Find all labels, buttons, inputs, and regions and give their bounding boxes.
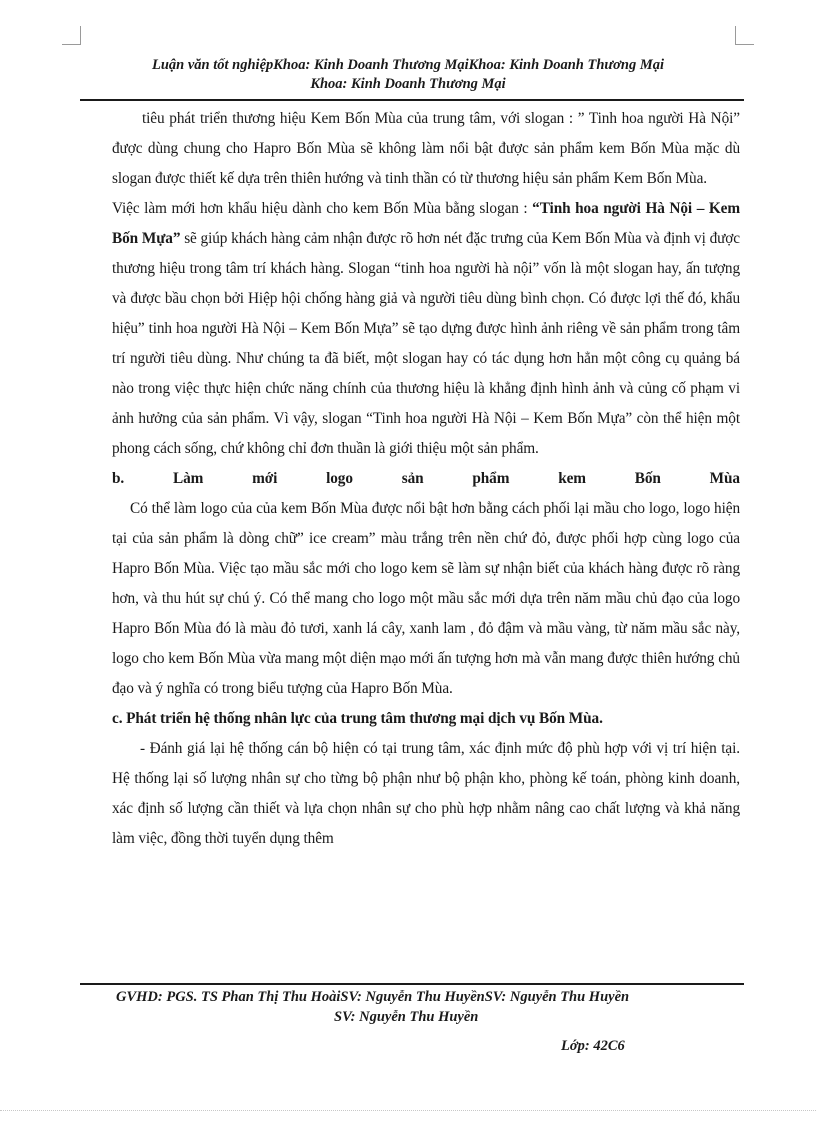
heading-b [112, 464, 740, 494]
footer-line-2: SV: Nguyễn Thu Huyền [334, 1009, 479, 1025]
heading-b-word: sản [401, 470, 424, 487]
heading-b-word: b. [112, 470, 125, 487]
crop-mark-top-right [735, 26, 754, 45]
heading-b-word: mới [252, 470, 278, 487]
paragraph-1: tiêu phát triển thương hiệu Kem Bốn Mùa của trung tâm, với slogan : ” Tinh hoa người Hà Nội” được dùng chung cho Hapro Bốn Mùa sẽ không làm nổi bật được sản phẩm kem Bốn Mùa mặc dù slogan được thiết kế dựa trên thiên hướng và tinh thần có từ thương hiệu sản phẩm Kem Bốn Mùa. [112, 110, 740, 187]
header-line-1: Luận văn tốt nghiệpKhoa: Kinh Doanh Thương MạiKhoa: Kinh Doanh Thương Mại [152, 57, 664, 73]
heading-b-word: kem [558, 470, 586, 487]
footer-rule [80, 983, 744, 985]
heading-c: c. Phát triển hệ thống nhân lực của trung tâm thương mại dịch vụ Bốn Mùa. [112, 710, 603, 727]
header-rule [80, 99, 744, 101]
heading-b-word: Làm [172, 470, 204, 487]
crop-mark-top-left [62, 26, 81, 45]
slogan-bold: “Tinh hoa người Hà Nội – Kem Bốn Mựa” [112, 200, 740, 247]
heading-b-word: Bốn [634, 470, 661, 487]
page-header [80, 56, 736, 94]
paragraph-2 [112, 194, 740, 464]
page-footer [80, 987, 736, 1056]
footer-line-1: GVHD: PGS. TS Phan Thị Thu HoàiSV: Nguyễn Thu HuyềnSV: Nguyễn Thu Huyền [116, 989, 630, 1005]
document-body [112, 104, 740, 854]
heading-b-word: logo [326, 470, 353, 487]
page-bottom-dotted-line [0, 1110, 816, 1111]
header-line-2: Khoa: Kinh Doanh Thương Mại [310, 76, 506, 92]
paragraph-4: - Đánh giá lại hệ thống cán bộ hiện có tại trung tâm, xác định mức độ phù hợp với vị trí hiện tại. Hệ thống lại số lượng nhân sự cho từng bộ phận như bộ phận kho, phòng kế toán, phòng kinh doanh, xác định số lượng cần thiết và lựa chọn nhân sự cho phù hợp nhằm nâng cao chất lượng và khả năng làm việc, đồng thời tuyển dụng thêm [112, 740, 740, 847]
paragraph-2-rest: sẽ giúp khách hàng cảm nhận được rõ hơn nét đặc trưng của Kem Bốn Mùa và định vị được thương hiệu trong tâm trí khách hàng. Slogan “tinh hoa người hà nội” vốn là một slogan hay, ấn tượng và được bầu chọn bởi Hiệp hội chống hàng giả và người tiêu dùng bình chọn. Có được lợi thế đó, khẩu hiệu” tinh hoa người Hà Nội – Kem Bốn Mựa” sẽ tạo dựng được hình ảnh riêng về sản phẩm trong tâm trí người tiêu dùng. Như chúng ta đã biết, một slogan hay có tác dụng hơn hẳn một công cụ quảng bá nào trong việc thực hiện chức năng chính của thương hiệu là khẳng định hình ảnh và củng cố phạm vi ảnh hưởng của sản phẩm. Vì vậy, slogan “Tinh hoa người Hà Nội – Kem Bốn Mựa” còn thể hiện một phong cách sống, chứ không chỉ đơn thuần là giới thiệu một sản phẩm. [112, 230, 740, 457]
paragraph-2-lead: Việc làm mới hơn khẩu hiệu dành cho kem Bốn Mùa bằng slogan : [112, 200, 533, 217]
heading-b-word: Mùa [709, 470, 740, 487]
heading-b-word: phẩm [472, 470, 510, 487]
paragraph-3: Có thể làm logo của của kem Bốn Mùa được nổi bật hơn bằng cách phối lại mầu cho logo, logo hiện tại của sản phẩm là dòng chữ” ice cream” màu trắng trên nền chứ đỏ, được phối hợp cùng logo của Hapro Bốn Mùa. Việc tạo mầu sắc mới cho logo kem sẽ làm sự nhận biết của khách hàng được rõ ràng hơn, và thu hút sự chú ý. Có thể mang cho logo một mầu sắc mới dựa trên năm mầu chủ đạo của logo Hapro Bốn Mùa đó là màu đỏ tươi, xanh lá cây, xanh lam , đỏ đậm và mầu vàng, từ năm mầu sắc này, logo cho kem Bốn Mùa vừa mang một diện mạo mới ấn tượng hơn mà vẫn mang được thiên hướng chủ đạo và ý nghĩa có trong biểu tượng của Hapro Bốn Mùa. [112, 500, 740, 697]
footer-class: Lớp: 42C6 [561, 1038, 625, 1054]
